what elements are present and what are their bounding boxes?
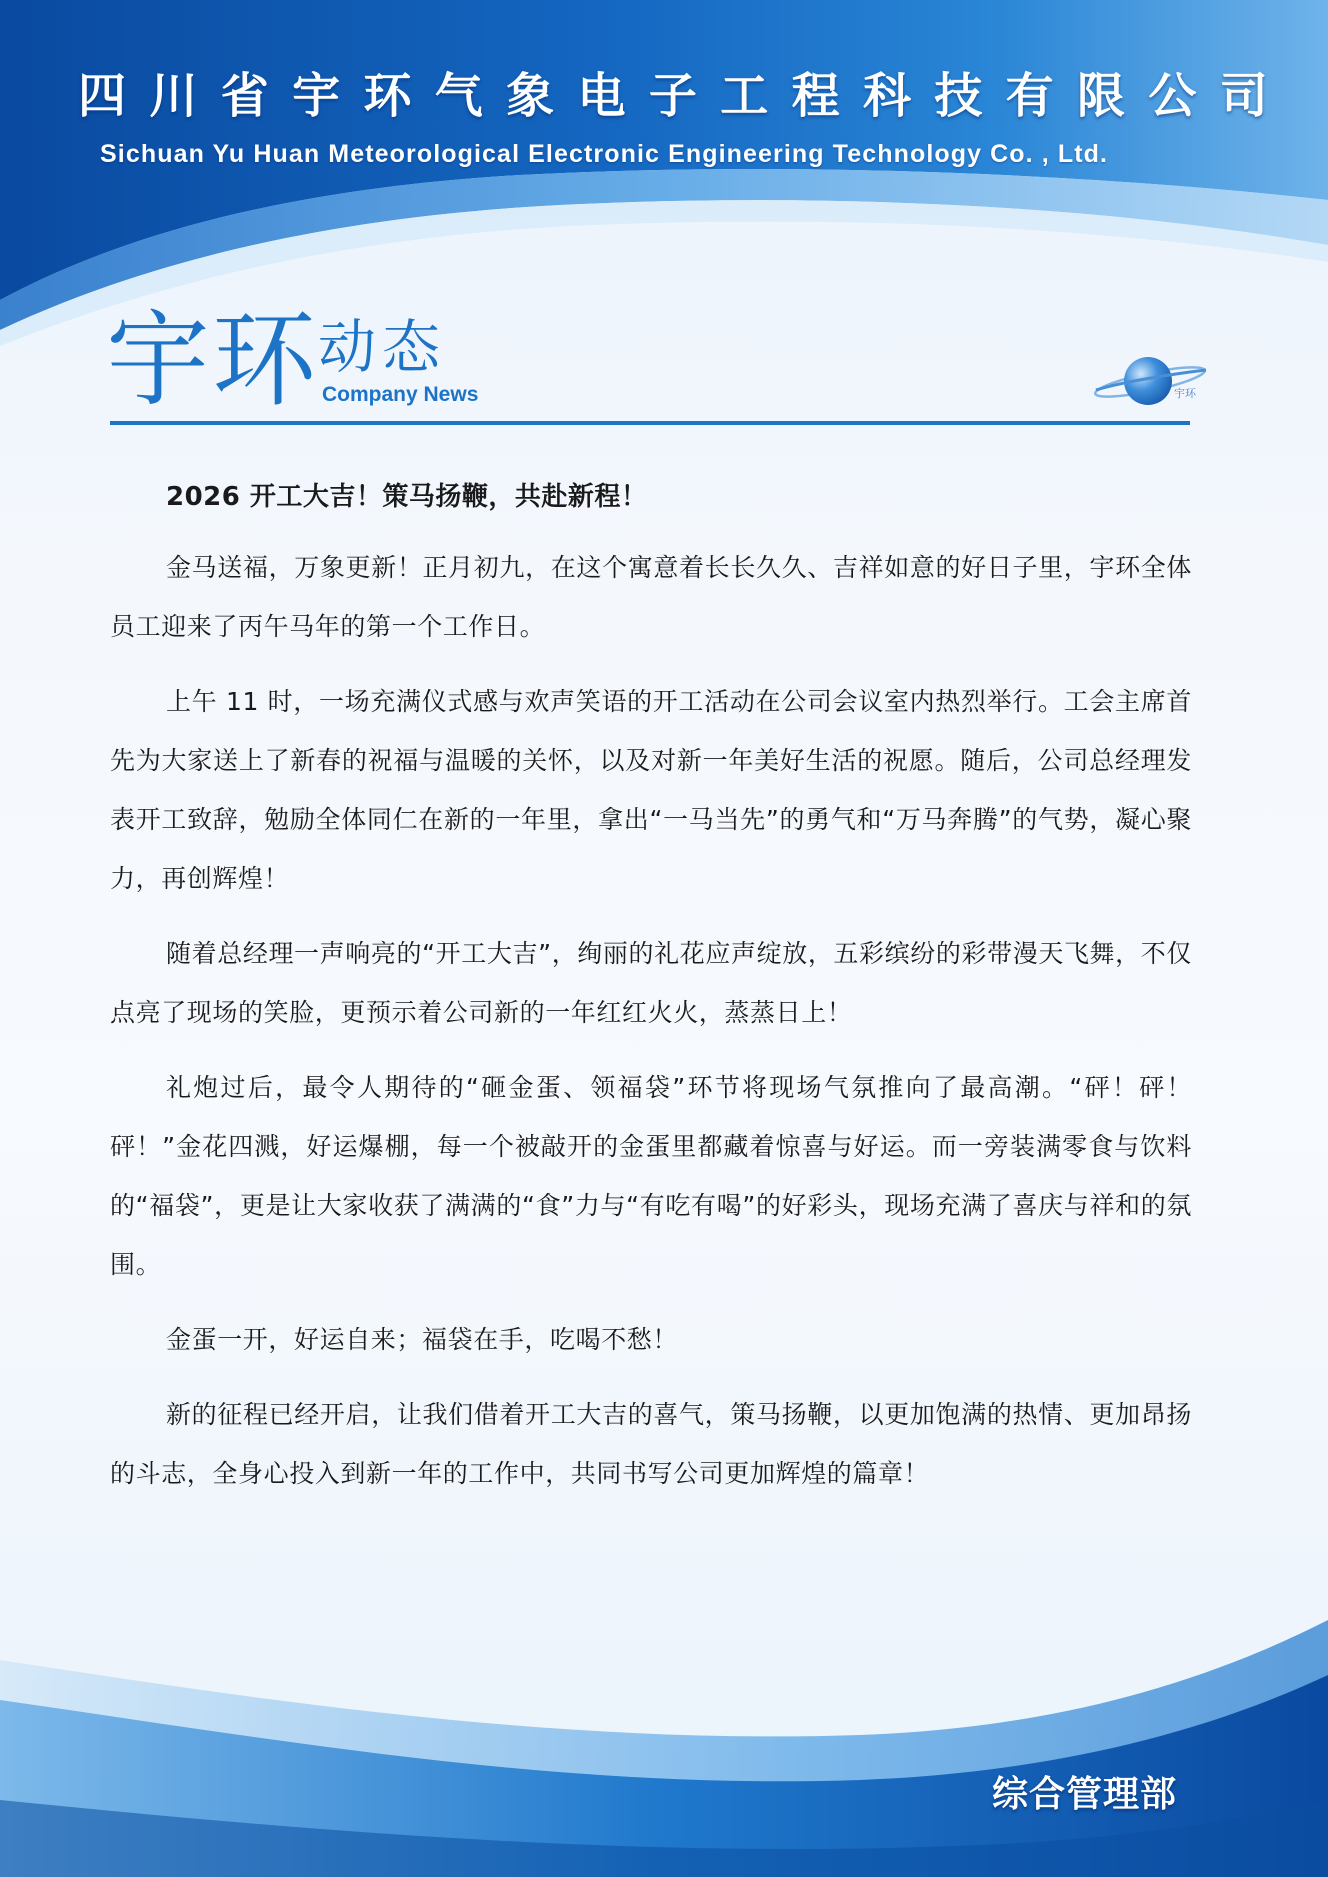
section-title-main: 宇环 <box>106 299 319 421</box>
title-divider <box>110 421 1190 425</box>
article-paragraph: 金蛋一开，好运自来；福袋在手，吃喝不愁！ <box>166 1325 679 1354</box>
company-name-cn-char: 公 <box>1148 68 1197 124</box>
article-paragraph: 金马送福，万象更新！正月初九，在这个寓意着长长久久、吉祥如意的好日子里，宇环全体员工迎来了丙午马年的第一个工作日。 <box>110 553 1192 641</box>
company-name-cn-char: 宇 <box>292 68 341 124</box>
company-name-cn-char: 程 <box>791 68 840 124</box>
company-name-cn-char: 四 <box>78 68 127 124</box>
company-name-cn-char: 环 <box>363 68 412 124</box>
article-paragraph: 上午 11 时，一场充满仪式感与欢声笑语的开工活动在公司会议室内热烈举行。工会主席首先为大家送上了新春的祝福与温暖的关怀，以及对新一年美好生活的祝愿。随后，公司总经理发表开工致辞，勉励全体同仁在新的一年里，拿出“一马当先”的勇气和“万马奔腾”的气势，凝心聚力，再创辉煌！ <box>110 687 1192 893</box>
company-name-cn-char: 省 <box>220 68 269 124</box>
company-name-cn-char: 工 <box>720 68 769 124</box>
company-name-cn-char: 限 <box>1077 68 1126 124</box>
logo-text: 宇环 <box>1174 387 1196 400</box>
company-name-en: Sichuan Yu Huan Meteorological Electronic Engineering Technology Co. , Ltd. <box>100 140 1109 168</box>
department-signature: 综合管理部 <box>992 1774 1178 1815</box>
company-name-cn-char: 技 <box>934 68 983 124</box>
company-name-cn-char: 电 <box>577 68 626 124</box>
company-name-cn-char: 象 <box>506 68 555 124</box>
article-title: 2026 开工大吉！策马扬鞭，共赴新程！ <box>166 482 648 512</box>
planet-logo-icon <box>1092 352 1212 412</box>
article-paragraph: 新的征程已经开启，让我们借着开工大吉的喜气，策马扬鞭，以更加饱满的热情、更加昂扬的斗志，全身心投入到新一年的工作中，共同书写公司更加辉煌的篇章！ <box>110 1400 1192 1488</box>
article-body <box>110 472 1192 1519</box>
company-name-cn-char: 司 <box>1219 68 1268 124</box>
article-paragraph: 礼炮过后，最令人期待的“砸金蛋、领福袋”环节将现场气氛推向了最高潮。“砰！砰！砰！”金花四溅，好运爆棚，每一个被敲开的金蛋里都藏着惊喜与好运。而一旁装满零食与饮料的“福袋”，更是让大家收获了满满的“食”力与“有吃有喝”的好彩头，现场充满了喜庆与祥和的氛围。 <box>110 1073 1192 1279</box>
section-title-en: Company News <box>322 383 479 406</box>
company-name-cn-char: 川 <box>149 68 198 124</box>
company-name-cn-char: 气 <box>434 68 483 124</box>
company-name-cn-char: 科 <box>862 68 911 124</box>
company-name-cn-char: 有 <box>1005 68 1054 124</box>
company-name-cn <box>78 66 1268 126</box>
company-name-cn-char: 子 <box>648 68 697 124</box>
article-paragraph: 随着总经理一声响亮的“开工大吉”，绚丽的礼花应声绽放，五彩缤纷的彩带漫天飞舞，不仅点亮了现场的笑脸，更预示着公司新的一年红红火火，蒸蒸日上！ <box>110 939 1192 1027</box>
section-title-sub: 动态 <box>318 313 447 381</box>
